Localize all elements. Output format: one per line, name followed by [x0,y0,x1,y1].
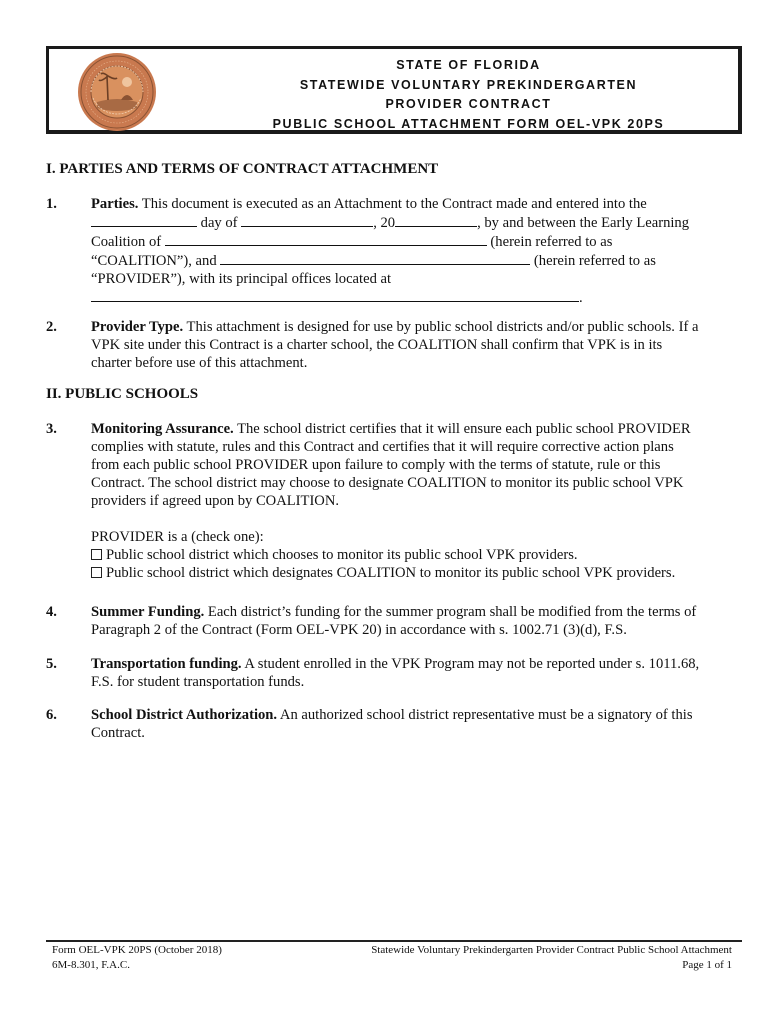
item-text: providers if agreed upon by COALITION. [91,493,340,509]
footer-form-info [52,943,222,973]
item-text: “COALITION”), and [91,253,221,269]
option-district-monitors [91,546,738,564]
item-title: Provider Type. [91,319,184,335]
item-title: Monitoring Assurance. [91,421,234,437]
item-title: Parties. [91,196,139,212]
item-provider-type [46,318,738,372]
item-parties [46,195,738,307]
option-coalition-monitors [91,564,738,582]
month-blank-field[interactable] [241,213,373,227]
item-text: F.S. for student transportation funds. [91,674,305,690]
header-line-form: PUBLIC SCHOOL ATTACHMENT FORM OEL-VPK 20PS [272,116,665,131]
item-number: 2. [46,319,57,335]
item-text: charter before use of this attachment. [91,355,308,371]
footer-rule-citation: 6M-8.301, F.A.C. [52,959,130,971]
footer-page-number: Page 1 of 1 [682,959,732,971]
item-number: 5. [46,656,57,672]
item-text: Contract. The school district may choose to designate COALITION to monitor its public school VPK [91,475,684,491]
item-text: A student enrolled in the VPK Program may not be reported under s. 1011.68, [241,656,700,672]
item-text: day of [197,215,242,231]
coalition-monitors-checkbox[interactable] [91,567,102,578]
item-text: from each public school PROVIDER upon failure to comply with the terms of statute, rule or this [91,457,661,473]
florida-state-seal-icon [77,52,157,132]
item-number: 4. [46,604,57,620]
district-monitors-checkbox[interactable] [91,549,102,560]
item-text: Each district’s funding for the summer program shall be modified from the terms of [204,604,697,620]
item-number: 1. [46,196,57,212]
item-text: This document is executed as an Attachment to the Contract made and entered into the [138,196,647,212]
item-text: VPK site under this Contract is a charter school, the COALITION shall confirm that VPK is in its [91,337,663,353]
item-text: , by and between the Early Learning [477,215,690,231]
item-summer-funding [46,603,738,639]
item-text: This attachment is designed for use by public school districts and/or public schools. If a [183,319,699,335]
item-text: Coalition of [91,234,165,250]
item-text: (herein referred to as [530,253,656,269]
header-line-program: STATEWIDE VOLUNTARY PREKINDERGARTEN [299,77,638,92]
item-number: 3. [46,421,57,437]
item-text: “PROVIDER”), with its principal offices located at [91,271,392,287]
footer-document-info [371,943,732,973]
item-text: Contract. [91,725,145,741]
item-monitoring-assurance [46,420,738,582]
coalition-name-field[interactable] [165,232,487,246]
check-one-label: PROVIDER is a (check one): [91,529,264,545]
item-text: (herein referred to as [486,234,613,250]
item-text: The school district certifies that it will ensure each public school PROVIDER [233,421,691,437]
header-line-state: STATE OF FLORIDA [396,58,541,72]
item-school-district-authorization [46,706,738,742]
header-line-contract: PROVIDER CONTRACT [385,97,552,111]
item-number: 6. [46,707,57,723]
section-heading-public-schools: II. PUBLIC SCHOOLS [46,386,199,402]
item-transportation-funding [46,655,738,691]
item-text: An authorized school district representative must be a signatory of this [277,707,693,723]
year-blank-field[interactable] [395,213,477,227]
item-text: Paragraph 2 of the Contract (Form OEL-VPK 20) in accordance with s. 1002.71 (3)(d), F.S. [91,622,627,638]
provider-name-field[interactable] [220,251,530,265]
item-title: Transportation funding. [91,656,242,672]
item-title: School District Authorization. [91,707,278,723]
item-title: Summer Funding. [91,604,205,620]
footer-document-title: Statewide Voluntary Prekindergarten Provider Contract Public School Attachment [371,944,732,956]
option-label: Public school district which chooses to monitor its public school VPK providers. [106,547,578,563]
footer-divider [46,940,742,942]
section-heading-parties: I. PARTIES AND TERMS OF CONTRACT ATTACHMENT [46,161,439,177]
footer-form-number: Form OEL-VPK 20PS (October 2018) [52,944,222,956]
item-text: complies with statute, rules and this Contract and certifies that it will require corrective action plans [91,439,674,455]
provider-address-field[interactable] [91,288,579,302]
day-blank-field[interactable] [91,213,197,227]
option-label: Public school district which designates COALITION to monitor its public school VPK providers. [106,565,676,581]
header-title [219,56,718,134]
form-header [46,46,742,134]
item-text: , 20 [373,215,396,231]
item-text: . [579,290,583,306]
